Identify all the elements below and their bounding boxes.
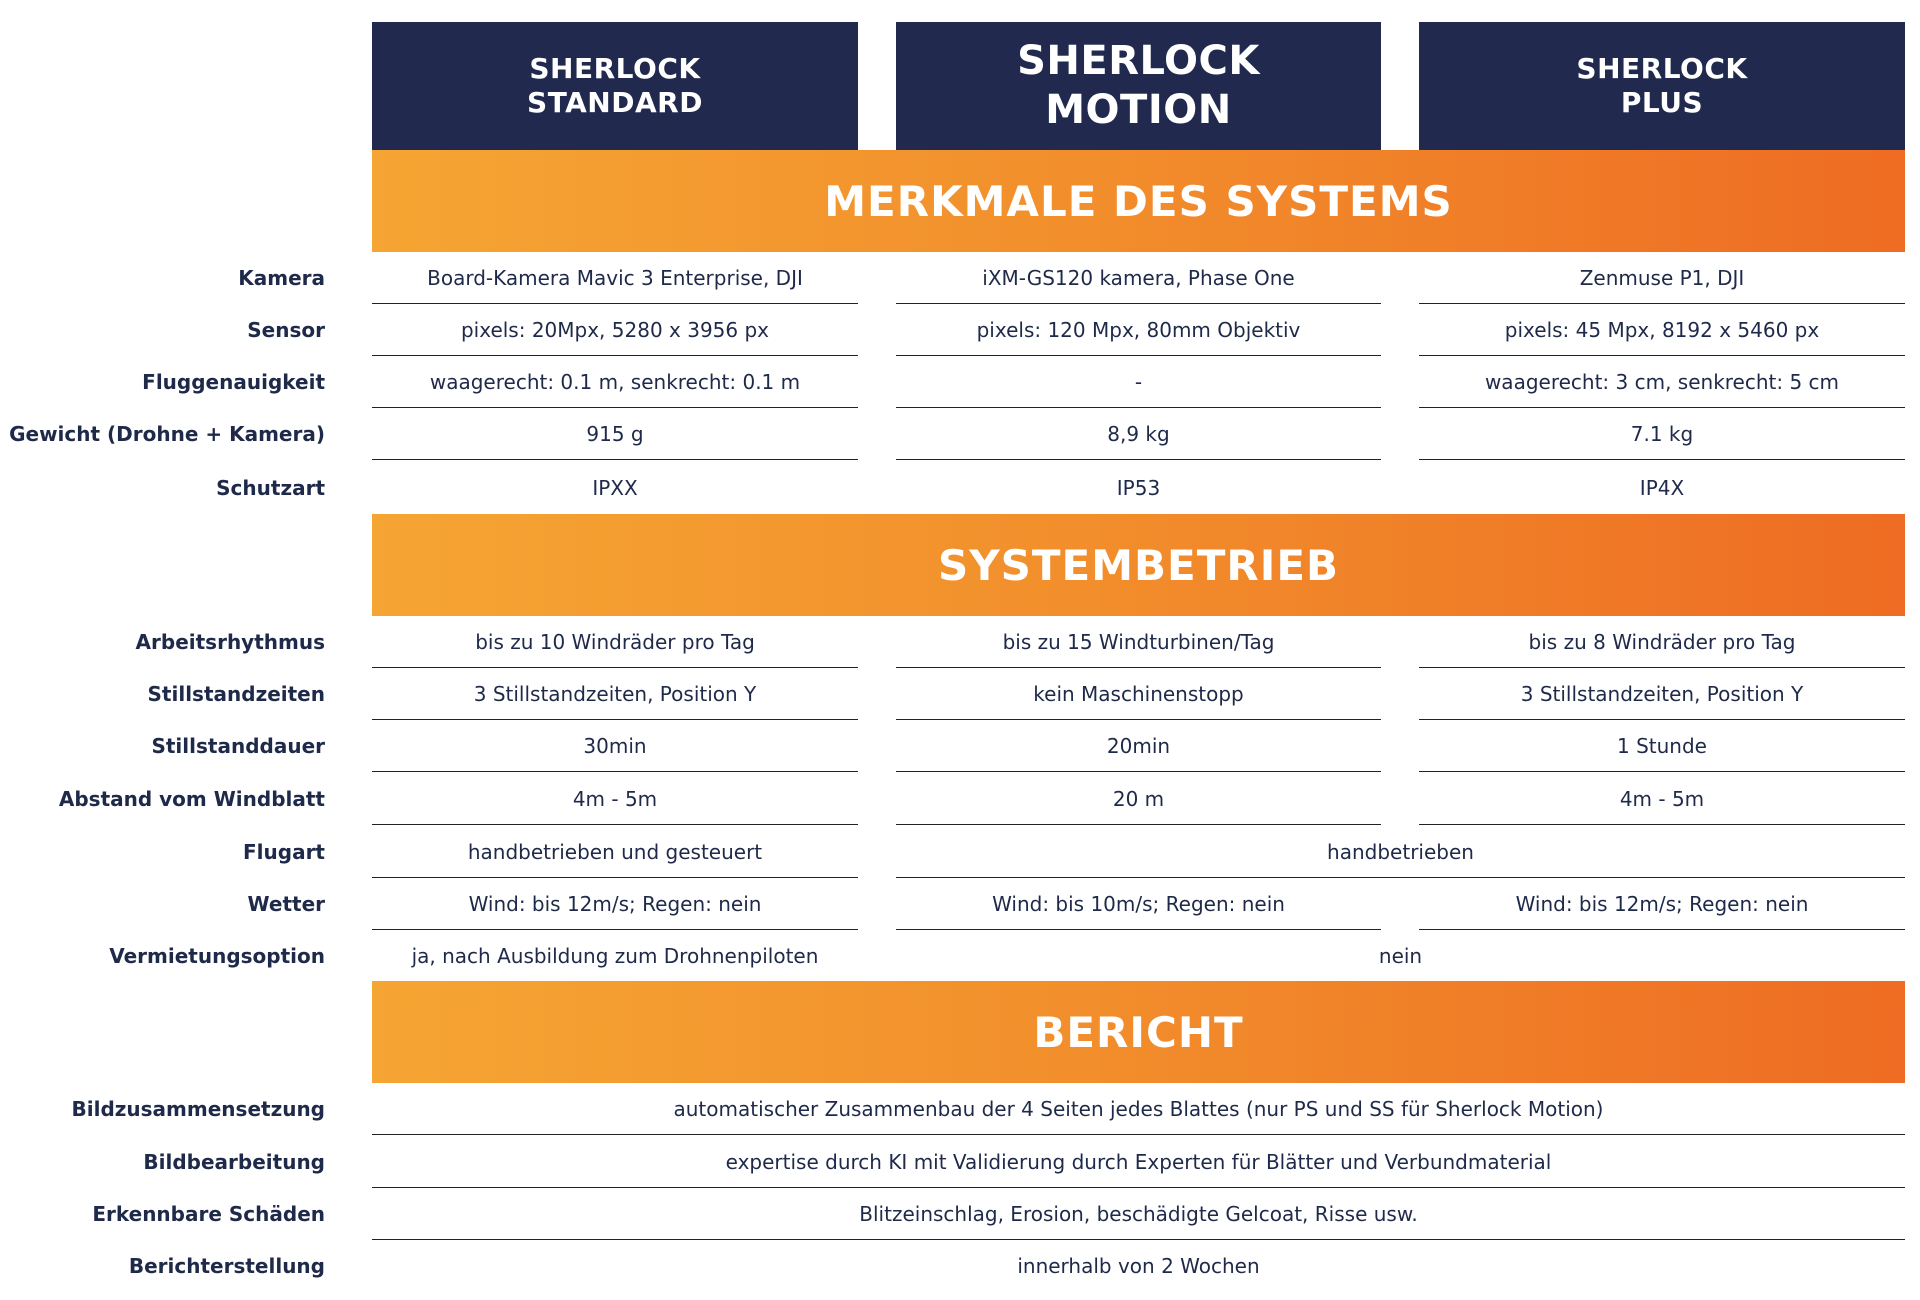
- table-cell: pixels: 45 Mpx, 8192 x 5460 px: [1419, 304, 1905, 356]
- product-header-standard: [372, 22, 858, 150]
- table-cell: waagerecht: 3 cm, senkrecht: 5 cm: [1419, 356, 1905, 408]
- table-cell: 20 m: [896, 773, 1381, 825]
- row-label-stillstanddauer: Stillstanddauer: [151, 734, 325, 758]
- row-label-abstand: Abstand vom Windblatt: [58, 787, 325, 811]
- table-cell: bis zu 15 Windturbinen/Tag: [896, 616, 1381, 668]
- row-label-schutzart: Schutzart: [216, 476, 325, 500]
- table-cell: pixels: 20Mpx, 5280 x 3956 px: [372, 304, 858, 356]
- table-cell: 7.1 kg: [1419, 408, 1905, 460]
- table-cell-merged: handbetrieben: [896, 826, 1905, 878]
- table-cell: kein Maschinenstopp: [896, 668, 1381, 720]
- row-label-bildzusammensetzung: Bildzusammensetzung: [71, 1097, 325, 1121]
- row-label-erkennbare-schaeden: Erkennbare Schäden: [92, 1202, 325, 1226]
- table-cell-merged: Blitzeinschlag, Erosion, beschädigte Gelcoat, Risse usw.: [372, 1188, 1905, 1240]
- product-name-line1: SHERLOCK: [1576, 51, 1748, 85]
- table-cell: handbetrieben und gesteuert: [372, 826, 858, 878]
- table-cell: bis zu 10 Windräder pro Tag: [372, 616, 858, 668]
- table-cell: waagerecht: 0.1 m, senkrecht: 0.1 m: [372, 356, 858, 408]
- table-cell: Zenmuse P1, DJI: [1419, 252, 1905, 304]
- row-label-fluggenauigkeit: Fluggenauigkeit: [142, 370, 325, 394]
- table-cell: IP53: [1116, 476, 1161, 500]
- table-cell: IP4X: [1639, 476, 1685, 500]
- table-cell: 4m - 5m: [372, 773, 858, 825]
- section-banner-merkmale: [372, 150, 1905, 252]
- table-cell-merged: nein: [1378, 944, 1423, 968]
- product-name-line1: SHERLOCK: [1017, 38, 1260, 85]
- product-header-motion: [896, 22, 1381, 150]
- table-cell-merged: innerhalb von 2 Wochen: [1017, 1254, 1260, 1278]
- row-label-kamera: Kamera: [238, 266, 325, 290]
- product-name-line2: MOTION: [1045, 87, 1232, 133]
- table-cell: ja, nach Ausbildung zum Drohnenpiloten: [411, 944, 819, 968]
- row-label-arbeitsrhythmus: Arbeitsrhythmus: [135, 630, 325, 654]
- table-cell: 4m - 5m: [1419, 773, 1905, 825]
- product-name-line2: PLUS: [1620, 86, 1704, 119]
- section-title: SYSTEMBETRIEB: [937, 540, 1340, 590]
- section-title: BERICHT: [1033, 1007, 1244, 1057]
- table-cell-merged: automatischer Zusammenbau der 4 Seiten jedes Blattes (nur PS und SS für Sherlock Motion): [372, 1083, 1905, 1135]
- table-cell: Wind: bis 10m/s; Regen: nein: [896, 878, 1381, 930]
- table-cell: pixels: 120 Mpx, 80mm Objektiv: [896, 304, 1381, 356]
- product-header-plus: [1419, 22, 1905, 150]
- table-cell: bis zu 8 Windräder pro Tag: [1419, 616, 1905, 668]
- table-cell: -: [896, 356, 1381, 408]
- table-cell: 20min: [896, 720, 1381, 772]
- table-cell: 3 Stillstandzeiten, Position Y: [372, 668, 858, 720]
- section-banner-bericht: [372, 981, 1905, 1083]
- row-label-wetter: Wetter: [247, 892, 325, 916]
- row-label-flugart: Flugart: [243, 840, 325, 864]
- table-cell: 30min: [372, 720, 858, 772]
- table-cell: 3 Stillstandzeiten, Position Y: [1419, 668, 1905, 720]
- section-title: MERKMALE DES SYSTEMS: [824, 176, 1453, 226]
- row-label-sensor: Sensor: [247, 318, 325, 342]
- section-banner-systembetrieb: [372, 514, 1905, 616]
- table-cell-merged: expertise durch KI mit Validierung durch Experten für Blätter und Verbundmaterial: [372, 1136, 1905, 1188]
- row-label-bildbearbeitung: Bildbearbeitung: [143, 1150, 325, 1174]
- table-cell: Board-Kamera Mavic 3 Enterprise, DJI: [372, 252, 858, 304]
- row-label-stillstandzeiten: Stillstandzeiten: [147, 682, 325, 706]
- product-name-line1: SHERLOCK: [529, 51, 701, 85]
- table-cell: Wind: bis 12m/s; Regen: nein: [372, 878, 858, 930]
- table-cell: 1 Stunde: [1419, 720, 1905, 772]
- row-label-berichterstellung: Berichterstellung: [128, 1254, 325, 1278]
- row-label-vermietungsoption: Vermietungsoption: [109, 944, 325, 968]
- table-cell: 915 g: [372, 408, 858, 460]
- table-cell: iXM-GS120 kamera, Phase One: [896, 252, 1381, 304]
- table-cell: IPXX: [592, 476, 638, 500]
- row-label-gewicht: Gewicht (Drohne + Kamera): [9, 422, 325, 446]
- table-cell: Wind: bis 12m/s; Regen: nein: [1419, 878, 1905, 930]
- product-name-line2: STANDARD: [527, 86, 703, 119]
- table-cell: 8,9 kg: [896, 408, 1381, 460]
